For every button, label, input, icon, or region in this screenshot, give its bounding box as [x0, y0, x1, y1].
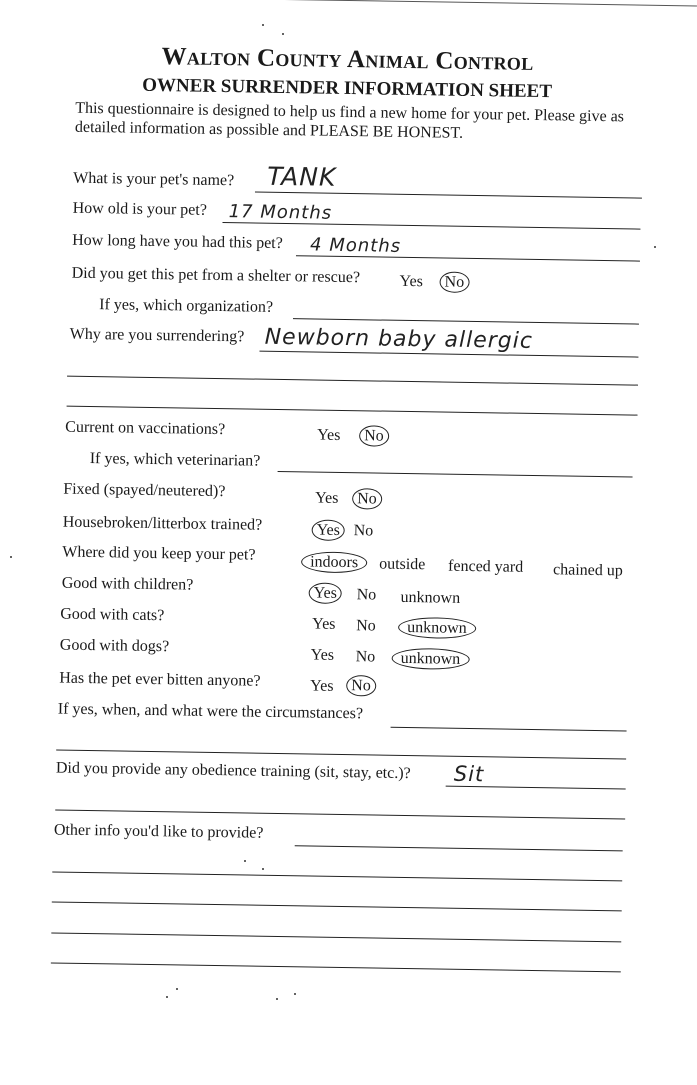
kept-question: Where did you keep your pet?	[62, 543, 256, 564]
kept-chained-up[interactable]: chained up	[552, 561, 623, 580]
cats-no[interactable]: No	[356, 617, 376, 635]
training-question: Did you provide any obedience training (sit, stay, etc.)?	[55, 759, 411, 783]
other-info-extra-line-3	[51, 932, 621, 942]
children-question: Good with children?	[61, 574, 194, 594]
age-question: How old is your pet?	[72, 199, 208, 219]
other-info-line	[295, 845, 623, 851]
dogs-question: Good with dogs?	[59, 636, 170, 656]
age-answer[interactable]: 17 Months	[228, 201, 333, 224]
training-line	[446, 786, 626, 790]
pet-name-line	[255, 192, 642, 199]
veterinarian-line	[278, 471, 633, 478]
other-info-extra-line-2	[52, 901, 622, 911]
vaccinations-yes[interactable]: Yes	[317, 426, 341, 444]
how-long-answer[interactable]: 4 Months	[309, 234, 402, 257]
other-info-question: Other info you'd like to provide?	[53, 821, 264, 842]
children-unknown[interactable]: unknown	[400, 588, 461, 607]
organization-line	[293, 318, 639, 324]
surrender-extra-line-2	[67, 406, 638, 416]
fixed-yes[interactable]: Yes	[315, 489, 339, 507]
circumstances-question: If yes, when, and what were the circumstances?	[57, 700, 364, 723]
shelter-no-circled[interactable]: No	[439, 273, 469, 291]
children-yes-circled[interactable]: Yes	[309, 584, 343, 603]
shelter-question: Did you get this pet from a shelter or rescue?	[71, 264, 361, 287]
bitten-yes[interactable]: Yes	[310, 677, 334, 695]
scan-speck	[10, 556, 12, 558]
surrender-extra-line-1	[67, 376, 638, 386]
pet-name-question: What is your pet's name?	[73, 169, 235, 190]
scan-speck	[176, 988, 178, 990]
scan-speck	[276, 998, 278, 1000]
children-no[interactable]: No	[356, 586, 377, 604]
dogs-yes[interactable]: Yes	[310, 646, 335, 664]
scan-edge-line	[0, 0, 697, 6]
cats-question: Good with cats?	[60, 605, 165, 625]
housebroken-yes-circled[interactable]: Yes	[312, 521, 346, 540]
circumstances-line	[391, 727, 627, 732]
pet-name-answer[interactable]: TANK	[266, 161, 337, 192]
scan-speck	[294, 993, 296, 995]
kept-outside[interactable]: outside	[379, 555, 426, 574]
shelter-yes[interactable]: Yes	[399, 272, 423, 291]
scan-speck	[654, 246, 656, 248]
vaccinations-no-circled[interactable]: No	[359, 427, 389, 445]
age-line	[222, 222, 640, 230]
scan-speck	[166, 996, 168, 998]
cats-yes[interactable]: Yes	[312, 615, 336, 633]
fixed-no-circled[interactable]: No	[352, 490, 382, 508]
surrender-reason-answer[interactable]: Newborn baby allergic	[264, 324, 534, 354]
fixed-question: Fixed (spayed/neutered)?	[63, 480, 226, 501]
scan-speck	[282, 33, 284, 35]
veterinarian-question: If yes, which veterinarian?	[89, 449, 261, 470]
intro-text: This questionnaire is designed to help us find a new home for your pet. Please give as detailed information as possible and PLEASE BE HONEST.	[74, 99, 625, 142]
kept-indoors-circled[interactable]: indoors	[301, 553, 367, 572]
how-long-question: How long have you had this pet?	[72, 231, 283, 252]
scan-speck	[262, 868, 264, 870]
how-long-line	[296, 255, 640, 261]
training-answer[interactable]: Sit	[453, 761, 485, 787]
dogs-unknown-circled[interactable]: unknown	[392, 650, 470, 669]
kept-fenced-yard[interactable]: fenced yard	[447, 557, 524, 576]
dogs-no[interactable]: No	[355, 648, 376, 666]
scan-speck	[262, 24, 264, 26]
housebroken-no[interactable]: No	[353, 522, 374, 540]
training-extra-line	[55, 809, 625, 819]
bitten-question: Has the pet ever bitten anyone?	[59, 669, 261, 690]
housebroken-question: Housebroken/litterbox trained?	[62, 513, 263, 534]
circumstances-extra-line	[56, 750, 626, 760]
surrender-reason-question: Why are you surrendering?	[69, 325, 245, 346]
scan-speck	[244, 860, 246, 862]
other-info-extra-line-4	[51, 962, 621, 972]
organization-question: If yes, which organization?	[99, 296, 274, 316]
vaccinations-question: Current on vaccinations?	[65, 418, 226, 439]
form-title: Walton County Animal Control	[161, 43, 534, 76]
bitten-no-circled[interactable]: No	[346, 677, 376, 695]
form-subtitle: OWNER SURRENDER INFORMATION SHEET	[142, 74, 553, 103]
other-info-extra-line-1	[52, 871, 622, 881]
cats-unknown-circled[interactable]: unknown	[398, 619, 476, 638]
